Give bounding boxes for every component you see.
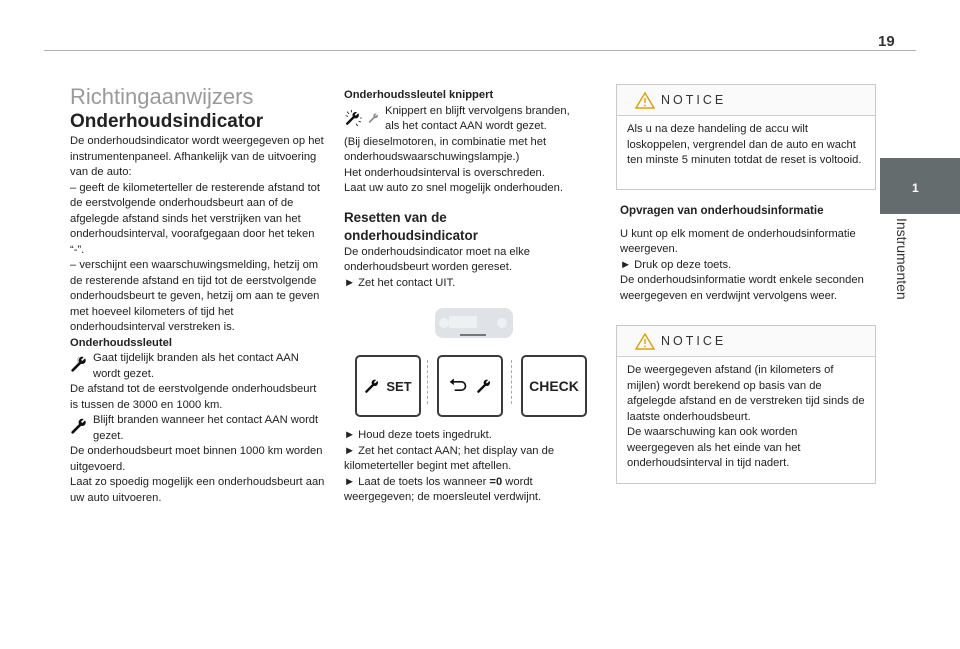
step-text-bold: =0 <box>489 475 503 488</box>
column-1 <box>70 84 326 506</box>
step-text-part: ► Laat de toets los wanneer <box>344 475 490 488</box>
icon-line <box>70 351 326 382</box>
body-text: De afstand tot de eerstvolgende onderhoudsbeurt is tussen de 3000 en 1000 km. <box>70 383 317 411</box>
divider <box>427 360 429 404</box>
wrench-icon <box>364 378 380 394</box>
body-text: De onderhoudsindicator moet na elke onderhoudsbeurt worden gereset. <box>344 245 530 273</box>
step-text: ► Zet het contact UIT. <box>344 276 456 289</box>
chapter-title: Richtingaanwijzers <box>70 84 254 109</box>
icon-pair <box>344 107 379 129</box>
body-text: Laat uw auto zo snel mogelijk onderhouden. <box>344 182 563 194</box>
wrench-icon <box>70 417 88 435</box>
column-3 <box>620 203 872 304</box>
header-rule <box>44 50 916 51</box>
step-text: ► Druk op deze toets. <box>620 258 732 271</box>
sub-heading: Onderhoudssleutel <box>70 336 172 349</box>
warning-triangle-icon <box>635 333 655 350</box>
notice-text: De waarschuwing kan ook worden weergegeven als het einde van het onderhoudsinterval in tijd nadert. <box>627 426 801 469</box>
check-button-label: CHECK <box>529 378 579 394</box>
chapter-side-label-text: Instrumenten <box>894 218 910 300</box>
chapter-tab <box>880 158 960 214</box>
icon-line <box>344 104 580 135</box>
step-text <box>344 475 580 506</box>
warning-triangle-icon <box>635 92 655 109</box>
step-text: ► Zet het contact AAN; het display van de kilometerteller begint met aftellen. <box>344 444 555 472</box>
sub-heading: Onderhoudssleutel knippert <box>344 89 494 101</box>
body-text: De onderhoudsbeurt moet binnen 1000 km worden uitgevoerd. <box>70 445 323 473</box>
step-text: ► Houd deze toets ingedrukt. <box>344 429 492 441</box>
column-2-steps <box>344 428 580 506</box>
icon-line-text: Knippert en blijft vervolgens branden, als het contact AAN wordt gezet. <box>385 104 570 132</box>
wrench-icon <box>368 111 379 125</box>
notice-header <box>617 326 875 357</box>
intro-text: De onderhoudsindicator wordt weergegeven op het instrumentenpaneel. Afhankelijk van de uitvoering van de auto: <box>70 135 324 178</box>
chapter-tab-number: 1 <box>912 181 919 195</box>
wrench-icon <box>476 378 492 394</box>
check-button[interactable] <box>521 355 587 417</box>
reset-button[interactable] <box>437 355 503 417</box>
body-text: De onderhoudsinformatie wordt enkele seconden weergegeven en verdwijnt vervolgens weer. <box>620 274 864 302</box>
notice-body: Als u na deze handeling de accu wilt loskoppelen, vergrendel dan de auto en wacht ten minste 5 minuten totdat de reset is voltooid. <box>627 123 862 166</box>
page-number: 19 <box>878 33 895 50</box>
divider <box>511 360 513 404</box>
body-text: Laat zo spoedig mogelijk een onderhoudsbeurt aan uw auto uitvoeren. <box>70 476 325 504</box>
notice-header <box>617 85 875 116</box>
icon-line-text: Gaat tijdelijk branden als het contact AAN wordt gezet. <box>93 352 299 380</box>
wrench-icon <box>70 355 88 373</box>
return-arrow-icon <box>448 378 468 394</box>
dashboard-button-figure <box>355 308 579 428</box>
info-heading: Opvragen van onderhoudsinformatie <box>620 204 824 217</box>
notice-box <box>616 84 876 190</box>
body-text: U kunt op elk moment de onderhoudsinformatie weergeven. <box>620 227 856 255</box>
column-2 <box>344 88 580 291</box>
notice-text: De weergegeven afstand (in kilometers of mijlen) wordt berekend op basis van de afgelegde afstand en de verstreken tijd sinds de laatste onderhoudsbeurt. <box>627 364 865 423</box>
reset-heading: Resetten van de onderhoudsindicator <box>344 209 478 243</box>
bullet-text: – verschijnt een waarschuwingsmelding, hetzij om de resterende afstand en tijd tot de eerstvolgende onderhoudsbeurt te geven, hetzij om aan te geven met hoeveel kilometers of tijd het onderhoudsinterval verstreken is. <box>70 259 320 333</box>
notice-box <box>616 325 876 484</box>
set-button-label: SET <box>386 378 412 394</box>
notice-title: NOTICE <box>661 93 727 107</box>
blinking-wrench-icon <box>344 107 362 129</box>
section-heading: Onderhoudsindicator <box>70 111 264 132</box>
notice-body <box>617 357 875 480</box>
icon-line-text: Blijft branden wanneer het contact AAN wordt gezet. <box>93 414 319 442</box>
body-text: Het onderhoudsinterval is overschreden. <box>344 166 545 179</box>
step-text-part: wordt weergegeven; de moersleutel verdwijnt. <box>344 475 542 503</box>
bullet-text: – geeft de kilometerteller de resterende afstand tot de eerstvolgende onderhoudsbeurt aan of de afgelegde afstand sinds het verstrijken van het onderhoudsinterval, voorafgegaan door het teken “-”. <box>70 181 321 256</box>
notice-title: NOTICE <box>661 334 727 348</box>
body-text: (Bij dieselmotoren, in combinatie met het onderhoudswaarschuwingslampje.) <box>344 135 547 163</box>
icon-line <box>70 413 326 444</box>
set-button[interactable] <box>355 355 421 417</box>
dashboard-illustration <box>435 308 513 338</box>
chapter-side-label <box>890 218 910 328</box>
